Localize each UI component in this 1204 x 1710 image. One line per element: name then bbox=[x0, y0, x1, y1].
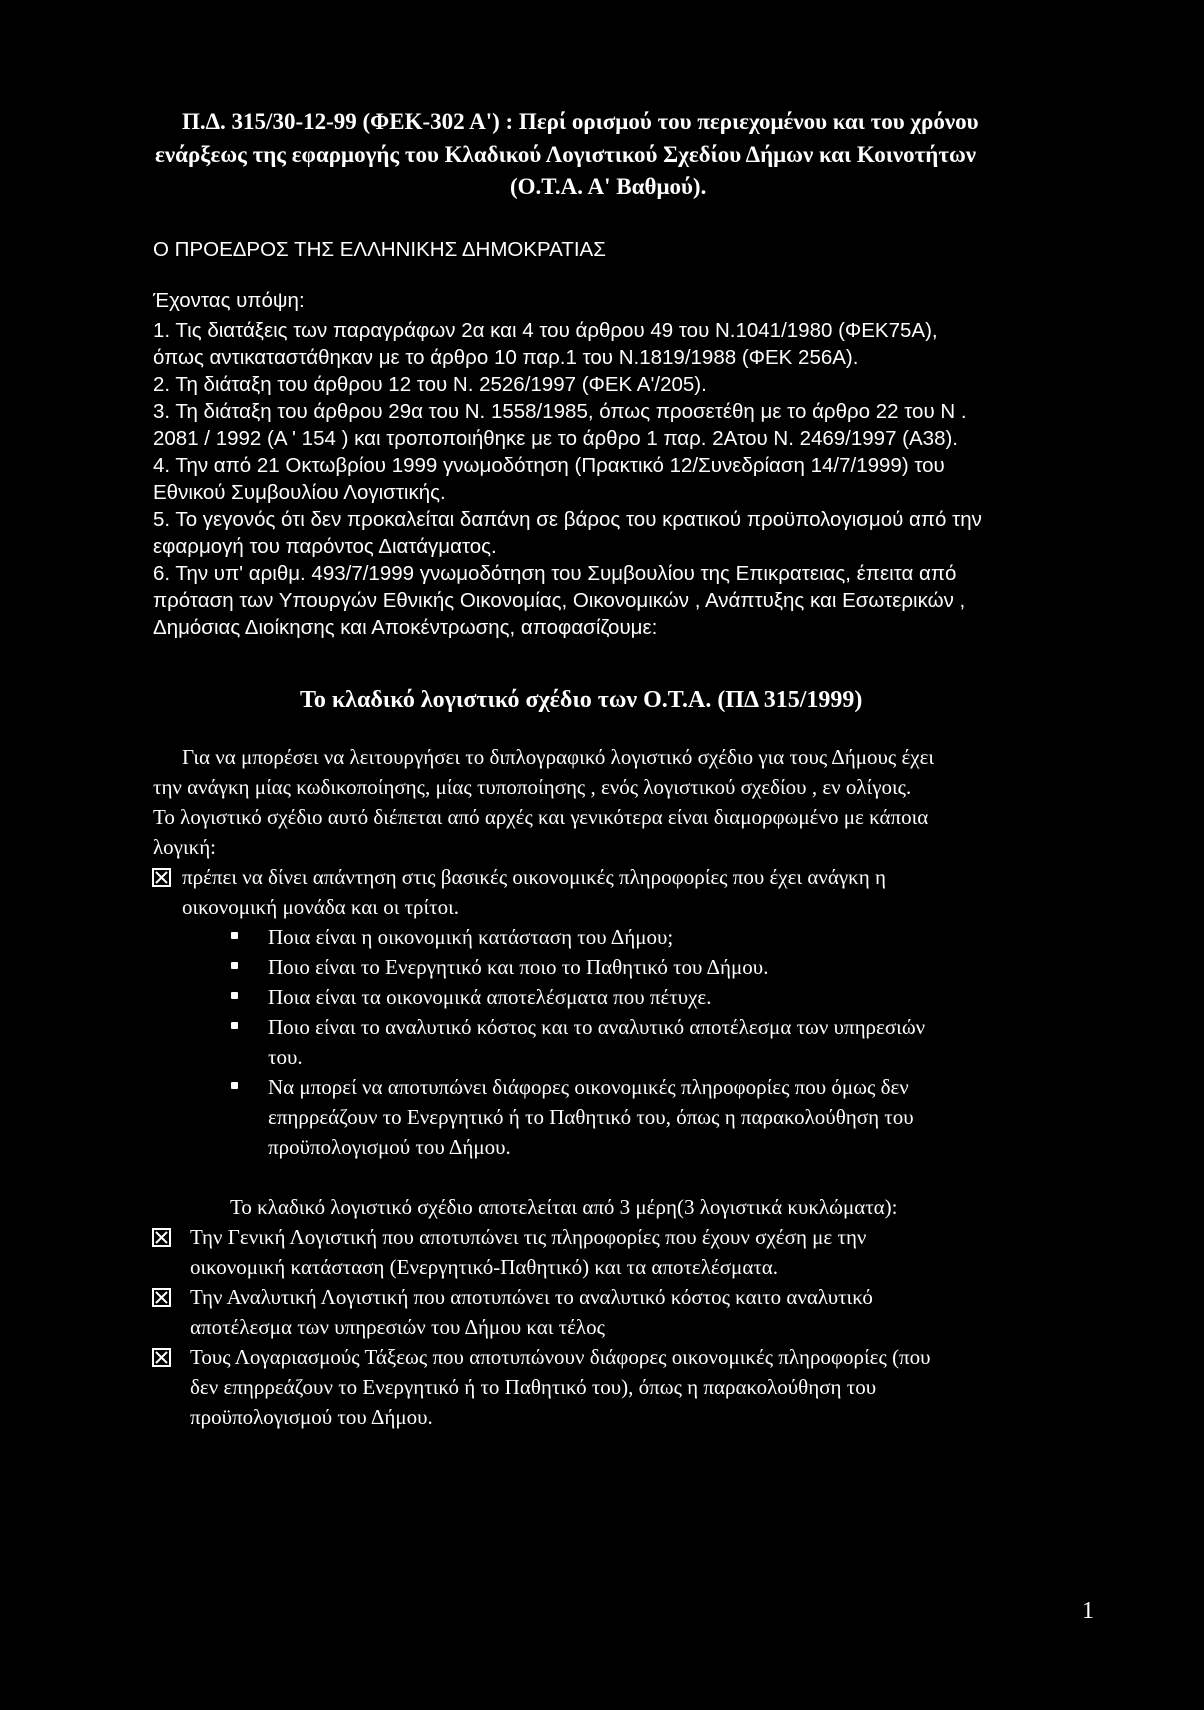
bullet-5-line-3: προϋπολογισμού του Δήμου. bbox=[268, 1135, 511, 1159]
item-1-line-1: 1. Τις διατάξεις των παραγράφων 2α και 4 του άρθρου 49 του Ν.1041/1980 (ΦΕΚ75Α), bbox=[153, 319, 938, 342]
part-1-line-2: οικονομική κατάσταση (Ενεργητικό-Παθητικό) και τα αποτελέσματα. bbox=[190, 1255, 779, 1279]
part-1-line-1: Την Γενική Λογιστική που αποτυπώνει τις πληροφορίες που έχουν σχέση με την bbox=[190, 1225, 867, 1249]
bullet-icon bbox=[231, 1022, 238, 1029]
checked-box-icon bbox=[152, 1348, 171, 1367]
item-4-line-1: 4. Την από 21 Οκτωβρίου 1999 γνωμοδότηση (Πρακτικό 12/Συνεδρίαση 14/7/1999) του bbox=[153, 454, 945, 477]
item-1-line-2: όπως αντικαταστάθηκαν με το άρθρο 10 παρ.1 του Ν.1819/1988 (ΦΕΚ 256Α). bbox=[153, 346, 859, 369]
page-number: 1 bbox=[1082, 1598, 1094, 1624]
para1-line-2: την ανάγκη μίας κωδικοποίησης, μίας τυποποίησης , ενός λογιστικού σχεδίου , εν ολίγοις. bbox=[153, 775, 912, 799]
bullet-icon bbox=[231, 932, 238, 939]
para2: Το κλαδικό λογιστικό σχέδιο αποτελείται από 3 μέρη(3 λογιστικά κυκλώματα): bbox=[230, 1195, 898, 1219]
item-2: 2. Τη διάταξη του άρθρου 12 του Ν. 2526/1997 (ΦΕΚ Α'/205). bbox=[153, 373, 707, 396]
part-2-line-1: Την Αναλυτική Λογιστική που αποτυπώνει το αναλυτικό κόστος καιτο αναλυτικό bbox=[190, 1285, 873, 1309]
bullet-5-line-2: επηρρεάζουν το Ενεργητικό ή το Παθητικό του, όπως η παρακολούθηση του bbox=[268, 1105, 914, 1129]
bullet-icon bbox=[231, 992, 238, 999]
part-3-line-3: προϋπολογισμού του Δήμου. bbox=[190, 1405, 433, 1429]
part-3-line-1: Τους Λογαριασμούς Τάξεως που αποτυπώνουν διάφορες οικονομικές πληροφορίες (που bbox=[190, 1345, 931, 1369]
part-2-line-2: αποτέλεσμα των υπηρεσιών του Δήμου και τέλος bbox=[190, 1315, 605, 1339]
item-6-line-2: πρόταση των Υπουργών Εθνικής Οικονομίας, Οικονομικών , Ανάπτυξης και Εσωτερικών , bbox=[153, 589, 966, 612]
bullet-3: Ποια είναι τα οικονομικά αποτελέσματα που πέτυχε. bbox=[268, 985, 712, 1009]
item-6-line-3: Δημόσιας Διοίκησης και Αποκέντρωσης, αποφασίζουμε: bbox=[153, 616, 658, 639]
item-5-line-1: 5. Το γεγονός ότι δεν προκαλείται δαπάνη σε βάρος του κρατικού προϋπολογισμού από την bbox=[153, 508, 982, 531]
doc-title-line-1: Π.Δ. 315/30-12-99 (ΦΕΚ-302 Α') : Περί ορισμού του περιεχομένου και του χρόνου bbox=[182, 109, 979, 134]
bullet-4-line-1: Ποιο είναι το αναλυτικό κόστος και το αναλυτικό αποτέλεσμα των υπηρεσιών bbox=[268, 1015, 926, 1039]
bullet-icon bbox=[231, 1082, 238, 1089]
section-title: Το κλαδικό λογιστικό σχέδιο των Ο.Τ.Α. (ΠΔ 315/1999) bbox=[300, 687, 863, 713]
considering-label: Έχοντας υπόψη: bbox=[153, 289, 305, 312]
bullet-5-line-1: Να μπορεί να αποτυπώνει διάφορες οικονομικές πληροφορίες που όμως δεν bbox=[268, 1075, 909, 1099]
bullet-icon bbox=[231, 962, 238, 969]
doc-title-line-2: ενάρξεως της εφαρμογής του Κλαδικού Λογιστικού Σχεδίου Δήμων και Κοινοτήτων bbox=[155, 142, 977, 167]
part-3-line-2: δεν επηρρεάζουν το Ενεργητικό ή το Παθητικό του), όπως η παρακολούθηση του bbox=[190, 1375, 877, 1399]
item-3-line-1: 3. Τη διάταξη του άρθρου 29α του Ν. 1558/1985, όπως προσετέθη με το άρθρο 22 του Ν . bbox=[153, 400, 967, 423]
checkbox1-line-1: πρέπει να δίνει απάντηση στις βασικές οικονομικές πληροφορίες που έχει ανάγκη η bbox=[182, 865, 886, 889]
para1-line-4: λογική: bbox=[153, 835, 217, 859]
checked-box-icon bbox=[152, 1288, 171, 1307]
bullet-2: Ποιο είναι το Ενεργητικό και ποιο το Παθητικό του Δήμου. bbox=[268, 955, 769, 979]
checked-box-icon bbox=[152, 868, 171, 887]
item-3-line-2: 2081 / 1992 (Α ' 154 ) και τροποποιήθηκε με το άρθρο 1 παρ. 2Ατου Ν. 2469/1997 (Α38). bbox=[153, 427, 959, 450]
para1-line-1: Για να μπορέσει να λειτουργήσει το διπλογραφικό λογιστικό σχέδιο για τους Δήμους έχει bbox=[182, 745, 935, 769]
item-4-line-2: Εθνικού Συμβουλίου Λογιστικής. bbox=[153, 481, 446, 504]
president-heading: Ο ΠΡΟΕΔΡΟΣ ΤΗΣ ΕΛΛΗΝΙΚΗΣ ΔΗΜΟΚΡΑΤΙΑΣ bbox=[153, 238, 606, 261]
para1-line-3: Το λογιστικό σχέδιο αυτό διέπεται από αρχές και γενικότερα είναι διαμορφωμένο με κάποια bbox=[153, 805, 929, 829]
bullet-1: Ποια είναι η οικονομική κατάσταση του Δήμου; bbox=[268, 925, 674, 949]
doc-title-line-3: (Ο.Τ.Α. Α' Βαθμού). bbox=[510, 174, 707, 199]
item-6-line-1: 6. Την υπ' αριθμ. 493/7/1999 γνωμοδότηση του Συμβουλίου της Επικρατειας, έπειτα από bbox=[153, 562, 957, 585]
item-5-line-2: εφαρμογή του παρόντος Διατάγματος. bbox=[153, 535, 497, 558]
checked-box-icon bbox=[152, 1228, 171, 1247]
checkbox1-line-2: οικονομική μονάδα και οι τρίτοι. bbox=[182, 895, 459, 919]
bullet-4-line-2: του. bbox=[268, 1045, 303, 1069]
